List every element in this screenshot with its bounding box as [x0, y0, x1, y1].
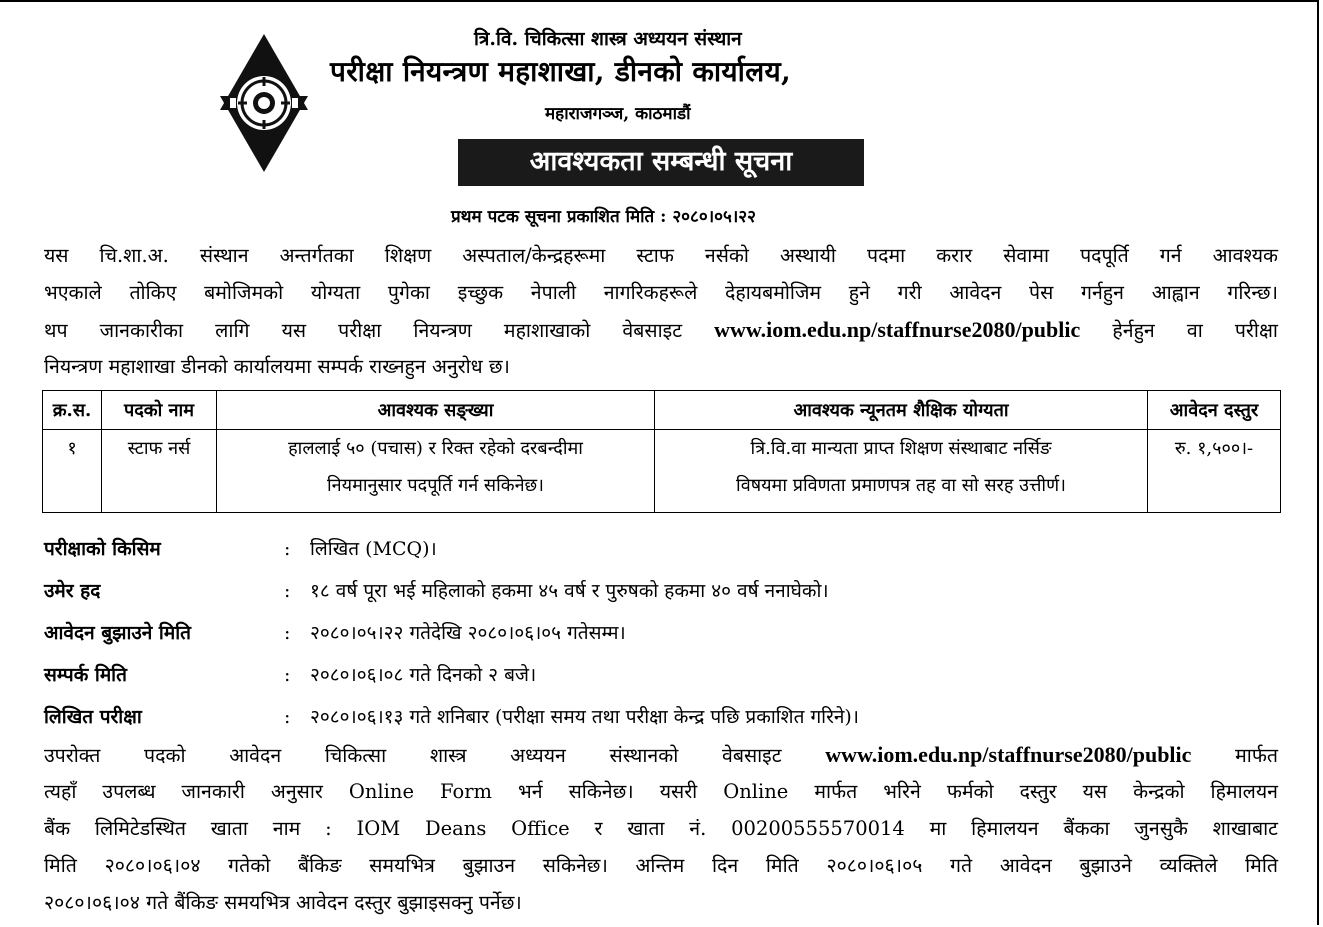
qualification-line: त्रि.वि.वा मान्यता प्राप्त शिक्षण संस्थाबाट नर्सिङ	[750, 438, 1052, 459]
count-line: हाललाई ५० (पचास) र रिक्त रहेको दरबन्दीमा	[288, 438, 583, 459]
intro-text: हेर्नहुन वा परीक्षा	[1112, 319, 1278, 342]
col-header-sn: क्र.स.	[43, 391, 102, 430]
field-value: लिखित (MCQ)।	[310, 538, 437, 560]
closing-paragraph	[44, 736, 1278, 921]
intro-line: यस चि.शा.अ. संस्थान अन्तर्गतका शिक्षण अस्पताल/केन्द्रहरूमा स्टाफ नर्सको अस्थायी पदमा करार सेवामा पदपूर्ति गर्न आवश्यक	[44, 244, 1278, 267]
field-label: सम्पर्क मिति	[44, 664, 127, 686]
table-row	[43, 430, 1281, 513]
intro-line: भएकाले तोकिए बमोजिमको योग्यता पुगेका इच्छुक नेपाली नागरिकहरूले देहायबमोजिम हुने गरी आवेदन पेस गर्नहुन आह्वान गरिन्छ।	[44, 281, 1278, 304]
cell-post: स्टाफ नर्स	[102, 430, 217, 513]
intro-line: नियन्त्रण महाशाखा डीनको कार्यालयमा सम्पर्क राख्नहुन अनुरोध छ।	[44, 355, 510, 378]
intro-text: थप जानकारीका लागि यस परीक्षा नियन्त्रण महाशाखाको वेबसाइट	[44, 319, 683, 342]
closing-line: २०८०।०६।०४ गते बैंकिङ समयभित्र आवेदन दस्तुर बुझाइसक्नु पर्नेछ।	[44, 891, 522, 914]
website-link[interactable]: www.iom.edu.np/staffnurse2080/public	[825, 742, 1192, 767]
field-colon: :	[284, 664, 291, 686]
office-address: महाराजगञ्ज, काठमाडौं	[545, 104, 691, 124]
count-line: नियमानुसार पदपूर्ति गर्न सकिनेछ।	[327, 475, 544, 496]
office-name: परीक्षा नियन्त्रण महाशाखा, डीनको कार्यालय,	[330, 55, 792, 88]
field-value: १८ वर्ष पूरा भई महिलाको हकमा ४५ वर्ष र पुरुषको हकमा ४० वर्ष ननाघेको।	[310, 580, 829, 602]
vacancy-table	[42, 390, 1281, 513]
col-header-post: पदको नाम	[102, 391, 217, 430]
field-colon: :	[284, 706, 291, 728]
cell-qualification	[655, 430, 1148, 513]
intro-line	[44, 311, 1278, 348]
field-colon: :	[284, 580, 291, 602]
notice-title: आवश्यकता सम्बन्धी सूचना	[458, 139, 864, 186]
closing-text: उपरोक्त पदको आवेदन चिकित्सा शास्त्र अध्ययन संस्थानको वेबसाइट	[44, 744, 782, 767]
field-label: उमेर हद	[44, 580, 101, 602]
closing-line: मिति २०८०।०६।०४ गतेको बैंकिङ समयभित्र बुझाउन सकिनेछ। अन्तिम दिन मिति २०८०।०६।०५ गते आवेदन बुझाउने व्यक्तिले मिति	[44, 854, 1278, 877]
col-header-fee: आवेदन दस्तुर	[1148, 391, 1281, 430]
col-header-qualification: आवश्यक न्यूनतम शैक्षिक योग्यता	[655, 391, 1148, 430]
publish-date: प्रथम पटक सूचना प्रकाशित मिति : २०८०।०५।२२	[451, 207, 756, 227]
tu-star-emblem-icon	[218, 32, 310, 174]
closing-line: बैंक लिमिटेडस्थित खाता नाम : IOM Deans Office र खाता नं. 00200555570014 मा हिमालयन बैंकका जुनसुकै शाखाबाट	[44, 817, 1278, 840]
field-label: परीक्षाको किसिम	[44, 538, 161, 560]
closing-line: त्यहाँ उपलब्ध जानकारी अनुसार Online Form भर्न सकिनेछ। यसरी Online मार्फत भरिने फर्मको दस्तुर यस केन्द्रको हिमालयन	[44, 780, 1278, 803]
field-label: आवेदन बुझाउने मिति	[44, 622, 191, 644]
intro-paragraph	[44, 237, 1278, 385]
field-colon: :	[284, 538, 291, 560]
closing-line	[44, 736, 1278, 773]
qualification-line: विषयमा प्रविणता प्रमाणपत्र तह वा सो सरह उत्तीर्ण।	[736, 475, 1066, 496]
institute-name: त्रि.वि. चिकित्सा शास्त्र अध्ययन संस्थान	[474, 28, 742, 50]
field-value: २०८०।०६।१३ गते शनिबार (परीक्षा समय तथा परीक्षा केन्द्र पछि प्रकाशित गरिने)।	[310, 706, 860, 728]
field-label: लिखित परीक्षा	[44, 706, 142, 728]
field-colon: :	[284, 622, 291, 644]
table-header-row	[43, 391, 1281, 430]
cell-sn: १	[43, 430, 102, 513]
closing-text: मार्फत	[1235, 744, 1278, 767]
website-link[interactable]: www.iom.edu.np/staffnurse2080/public	[714, 317, 1081, 342]
field-value: २०८०।०६।०८ गते दिनको २ बजे।	[310, 664, 537, 686]
field-value: २०८०।०५।२२ गतेदेखि २०८०।०६।०५ गतेसम्म।	[310, 622, 626, 644]
cell-count	[217, 430, 655, 513]
cell-fee: रु. १,५००।-	[1148, 430, 1281, 513]
col-header-count: आवश्यक सङ्ख्या	[217, 391, 655, 430]
